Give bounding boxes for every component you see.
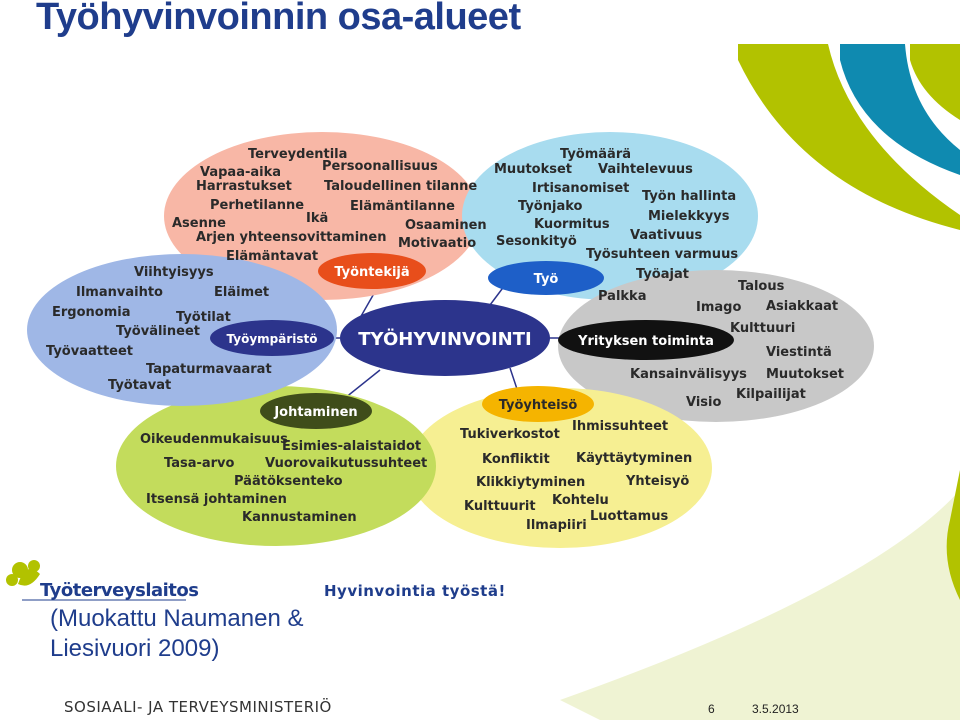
list-item: Perhetilanne [210, 198, 305, 213]
list-item: Tapaturmavaarat [146, 362, 272, 377]
list-item: Ilmanvaihto [76, 285, 163, 300]
list-item: Oikeudenmukaisuus [140, 432, 288, 447]
list-item: Arjen yhteensovittaminen [196, 230, 387, 245]
hub-label: TYÖHYVINVOINTI [358, 329, 532, 350]
list-item: Harrastukset [196, 179, 292, 194]
list-item: Päätöksenteko [234, 474, 343, 489]
list-item: Tasa-arvo [164, 456, 235, 471]
list-item: Motivaatio [398, 236, 477, 251]
list-item: Asiakkaat [766, 299, 839, 314]
page-number: 6 [708, 702, 715, 716]
list-item: Tukiverkostot [460, 427, 560, 442]
list-item: Muutokset [766, 367, 845, 382]
list-item: Mielekkyys [648, 209, 730, 224]
list-item: Persoonallisuus [322, 159, 438, 174]
list-item: Ihmissuhteet [572, 419, 669, 434]
list-item: Kohtelu [552, 493, 609, 508]
list-item: Talous [738, 279, 785, 294]
list-item: Sesonkityö [496, 234, 577, 249]
slide-date: 3.5.2013 [752, 702, 799, 716]
list-item: Itsensä johtaminen [146, 492, 287, 507]
list-item: Asenne [172, 216, 226, 231]
list-item: Konfliktit [482, 452, 550, 467]
caption-line-1: (Muokattu Naumanen & [50, 605, 304, 632]
list-item: Luottamus [590, 509, 669, 524]
list-item: Vuorovaikutussuhteet [265, 456, 428, 471]
tyoyhteiso-hub-label: Työyhteisö [498, 398, 578, 413]
list-item: Vapaa-aika [200, 165, 282, 180]
list-item: Työnjako [518, 199, 583, 214]
list-item: Viestintä [766, 345, 832, 360]
tyontekija-hub-label: Työntekijä [334, 265, 410, 280]
list-item: Kuormitus [534, 217, 610, 232]
list-item: Työvaatteet [46, 344, 134, 359]
list-item: Eläimet [214, 285, 270, 300]
list-item: Työtavat [108, 378, 172, 393]
list-item: Työtilat [176, 310, 231, 325]
logo-name: Työterveyslaitos [40, 580, 199, 601]
slide-title: Työhyvinvoinnin osa-alueet [36, 0, 521, 38]
list-item: Palkka [598, 289, 647, 304]
johtaminen-hub-label: Johtaminen [274, 405, 358, 420]
list-item: Yhteisyö [626, 474, 690, 489]
list-item: Muutokset [494, 162, 573, 177]
logo-slogan: Hyvinvointia työstä! [324, 582, 506, 600]
list-item: Käyttäytyminen [576, 451, 693, 466]
list-item: Työvälineet [116, 324, 200, 339]
list-item: Kulttuurit [464, 499, 536, 514]
list-item: Vaativuus [630, 228, 703, 243]
list-item: Klikkiytyminen [476, 475, 586, 490]
list-item: Työmäärä [560, 147, 632, 162]
list-item: Elämäntavat [226, 249, 319, 264]
list-item: Työsuhteen varmuus [586, 247, 739, 262]
list-item: Kulttuuri [730, 321, 796, 336]
source-caption [50, 604, 303, 664]
tyoymparisto-hub-label: Työympäristö [226, 332, 318, 346]
list-item: Viihtyisyys [134, 265, 214, 280]
list-item: Kannustaminen [242, 510, 357, 525]
list-item: Osaaminen [405, 218, 487, 233]
list-item: Elämäntilanne [350, 199, 455, 214]
ministry-name: SOSIAALI- JA TERVEYSMINISTERIÖ [64, 698, 332, 716]
list-item: Ikä [306, 211, 329, 226]
list-item: Ilmapiiri [526, 518, 587, 533]
list-item: Ergonomia [52, 305, 131, 320]
caption-line-2: Liesivuori 2009) [50, 635, 220, 662]
yritys-hub-label: Yrityksen toiminta [578, 334, 714, 349]
tyo-hub-label: Työ [533, 272, 559, 287]
list-item: Työajat [636, 267, 689, 282]
list-item: Taloudellinen tilanne [324, 179, 478, 194]
list-item: Esimies-alaistaidot [282, 439, 422, 454]
list-item: Visio [686, 395, 722, 410]
list-item: Imago [696, 300, 742, 315]
list-item: Työn hallinta [642, 189, 737, 204]
list-item: Kilpailijat [736, 387, 806, 402]
list-item: Vaihtelevuus [598, 162, 693, 177]
list-item: Terveydentila [248, 147, 348, 162]
tyoterveyslaitos-logo-icon [6, 560, 40, 586]
list-item: Irtisanomiset [532, 181, 630, 196]
list-item: Kansainvälisyys [630, 367, 747, 382]
